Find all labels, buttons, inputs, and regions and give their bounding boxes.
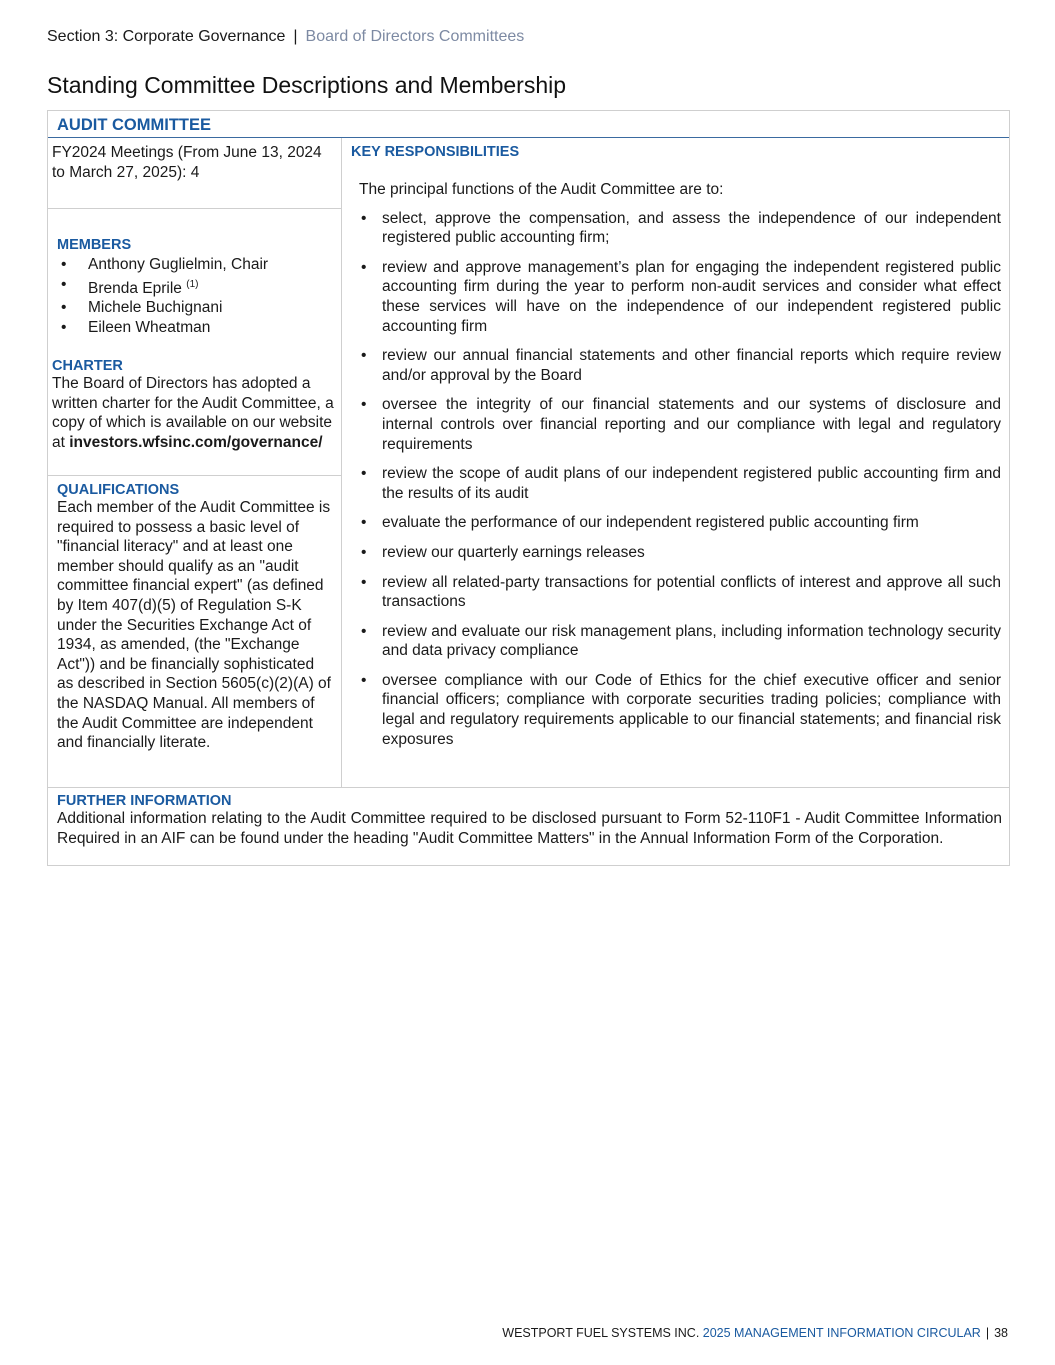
list-item: • review and approve management’s plan for engaging the independent registered public accounting firm during the year to perform non-audit services and consider what effect these services will have on the independence of our independent registered public accounting firm [351,258,1001,336]
footer-separator: | [985,1326,990,1340]
charter-body: The Board of Directors has adopted a written charter for the Audit Committee, a copy of which is available on our website at [52,375,334,451]
column-divider [341,138,342,788]
charter-text [52,374,334,452]
list-item [57,318,327,338]
section-title: Section 3: Corporate Governance [47,28,286,45]
members-list [57,255,327,338]
footnote-marker: (1) [186,278,199,290]
list-item: • review and evaluate our risk management plans, including information technology security and data privacy compliance [351,622,1001,661]
further-text: Additional information relating to the Audit Committee required to be disclosed pursuant to Form 52-110F1 - Audit Committee Information Required in an AIF can be found under the heading "Audit Committee Matters" in the Annual Information Form of the Corporation. [57,810,1002,847]
members-label: MEMBERS [57,237,132,253]
charter-divider [48,475,341,476]
list-item [57,255,327,275]
breadcrumb-separator: | [293,28,298,45]
list-item: • review the scope of audit plans of our independent registered public accounting firm and the results of its audit [351,464,1001,503]
list-item: • oversee the integrity of our financial statements and our systems of disclosure and internal controls over financial reporting and our compliance with legal and regulatory requirements [351,395,1001,454]
footer-company: WESTPORT FUEL SYSTEMS INC. [502,1326,700,1340]
qualifications-label: QUALIFICATIONS [57,482,180,498]
further-information-section [57,793,1002,848]
list-item: • review our quarterly earnings releases [351,543,1001,563]
member-name: Anthony Guglielmin, Chair [88,256,269,273]
further-divider [48,787,1009,788]
list-item: • review all related-party transactions for potential conflicts of interest and approve all such transactions [351,573,1001,612]
responsibilities-section [351,144,1001,759]
page-title: Standing Committee Descriptions and Membership [47,72,567,98]
page-number: 38 [994,1326,1008,1340]
responsibilities-intro: The principal functions of the Audit Committee are to: [359,181,724,198]
list-item: • select, approve the compensation, and assess the independence of our independent registered public accounting firm; [351,209,1001,248]
list-item [57,275,327,299]
audit-committee-box [47,110,1010,866]
footer-document: 2025 MANAGEMENT INFORMATION CIRCULAR [702,1326,981,1340]
subsection-title: Board of Directors Committees [305,28,525,45]
committee-title: AUDIT COMMITTEE [48,111,1009,138]
members-section [57,237,327,338]
list-item: • evaluate the performance of our independent registered public accounting firm [351,513,1001,533]
page-footer [502,1326,1008,1340]
responsibilities-list [351,209,1001,750]
list-item [57,298,327,318]
charter-link[interactable]: investors.wfsinc.com/governance/ [69,433,323,451]
member-name: Brenda Eprile [88,279,182,297]
breadcrumb [47,28,524,46]
member-name: Michele Buchignani [88,299,223,317]
meetings-divider [48,208,341,209]
charter-section [52,358,334,452]
list-item: • review our annual financial statements and other financial reports which require review and/or approval by the Board [351,346,1001,385]
responsibilities-label: KEY RESPONSIBILITIES [351,144,520,160]
qualifications-section [57,482,333,753]
meetings-count: FY2024 Meetings (From June 13, 2024 to March 27, 2025): 4 [52,144,322,181]
member-name: Eileen Wheatman [88,318,211,336]
charter-label: CHARTER [52,358,123,374]
qualifications-text: Each member of the Audit Committee is required to possess a basic level of "financial literacy" and at least one member should qualify as an "audit committee financial expert" (as defined by Item 407(d)(5) of Regulation S-K under the Securities Exchange Act of 1934, as amended, (the "Exchange Act")) and be financially sophisticated as described in Section 5605(c)(2)(A) of the NASDAQ Manual. All members of the Audit Committee are independent and financially literate. [57,499,331,752]
further-label: FURTHER INFORMATION [57,793,232,809]
list-item: • oversee compliance with our Code of Ethics for the chief executive officer and senior financial officers; compliance with corporate securities trading policies; compliance with legal and regulatory requirements applicable to our financial statements; and financial risk exposures [351,671,1001,749]
